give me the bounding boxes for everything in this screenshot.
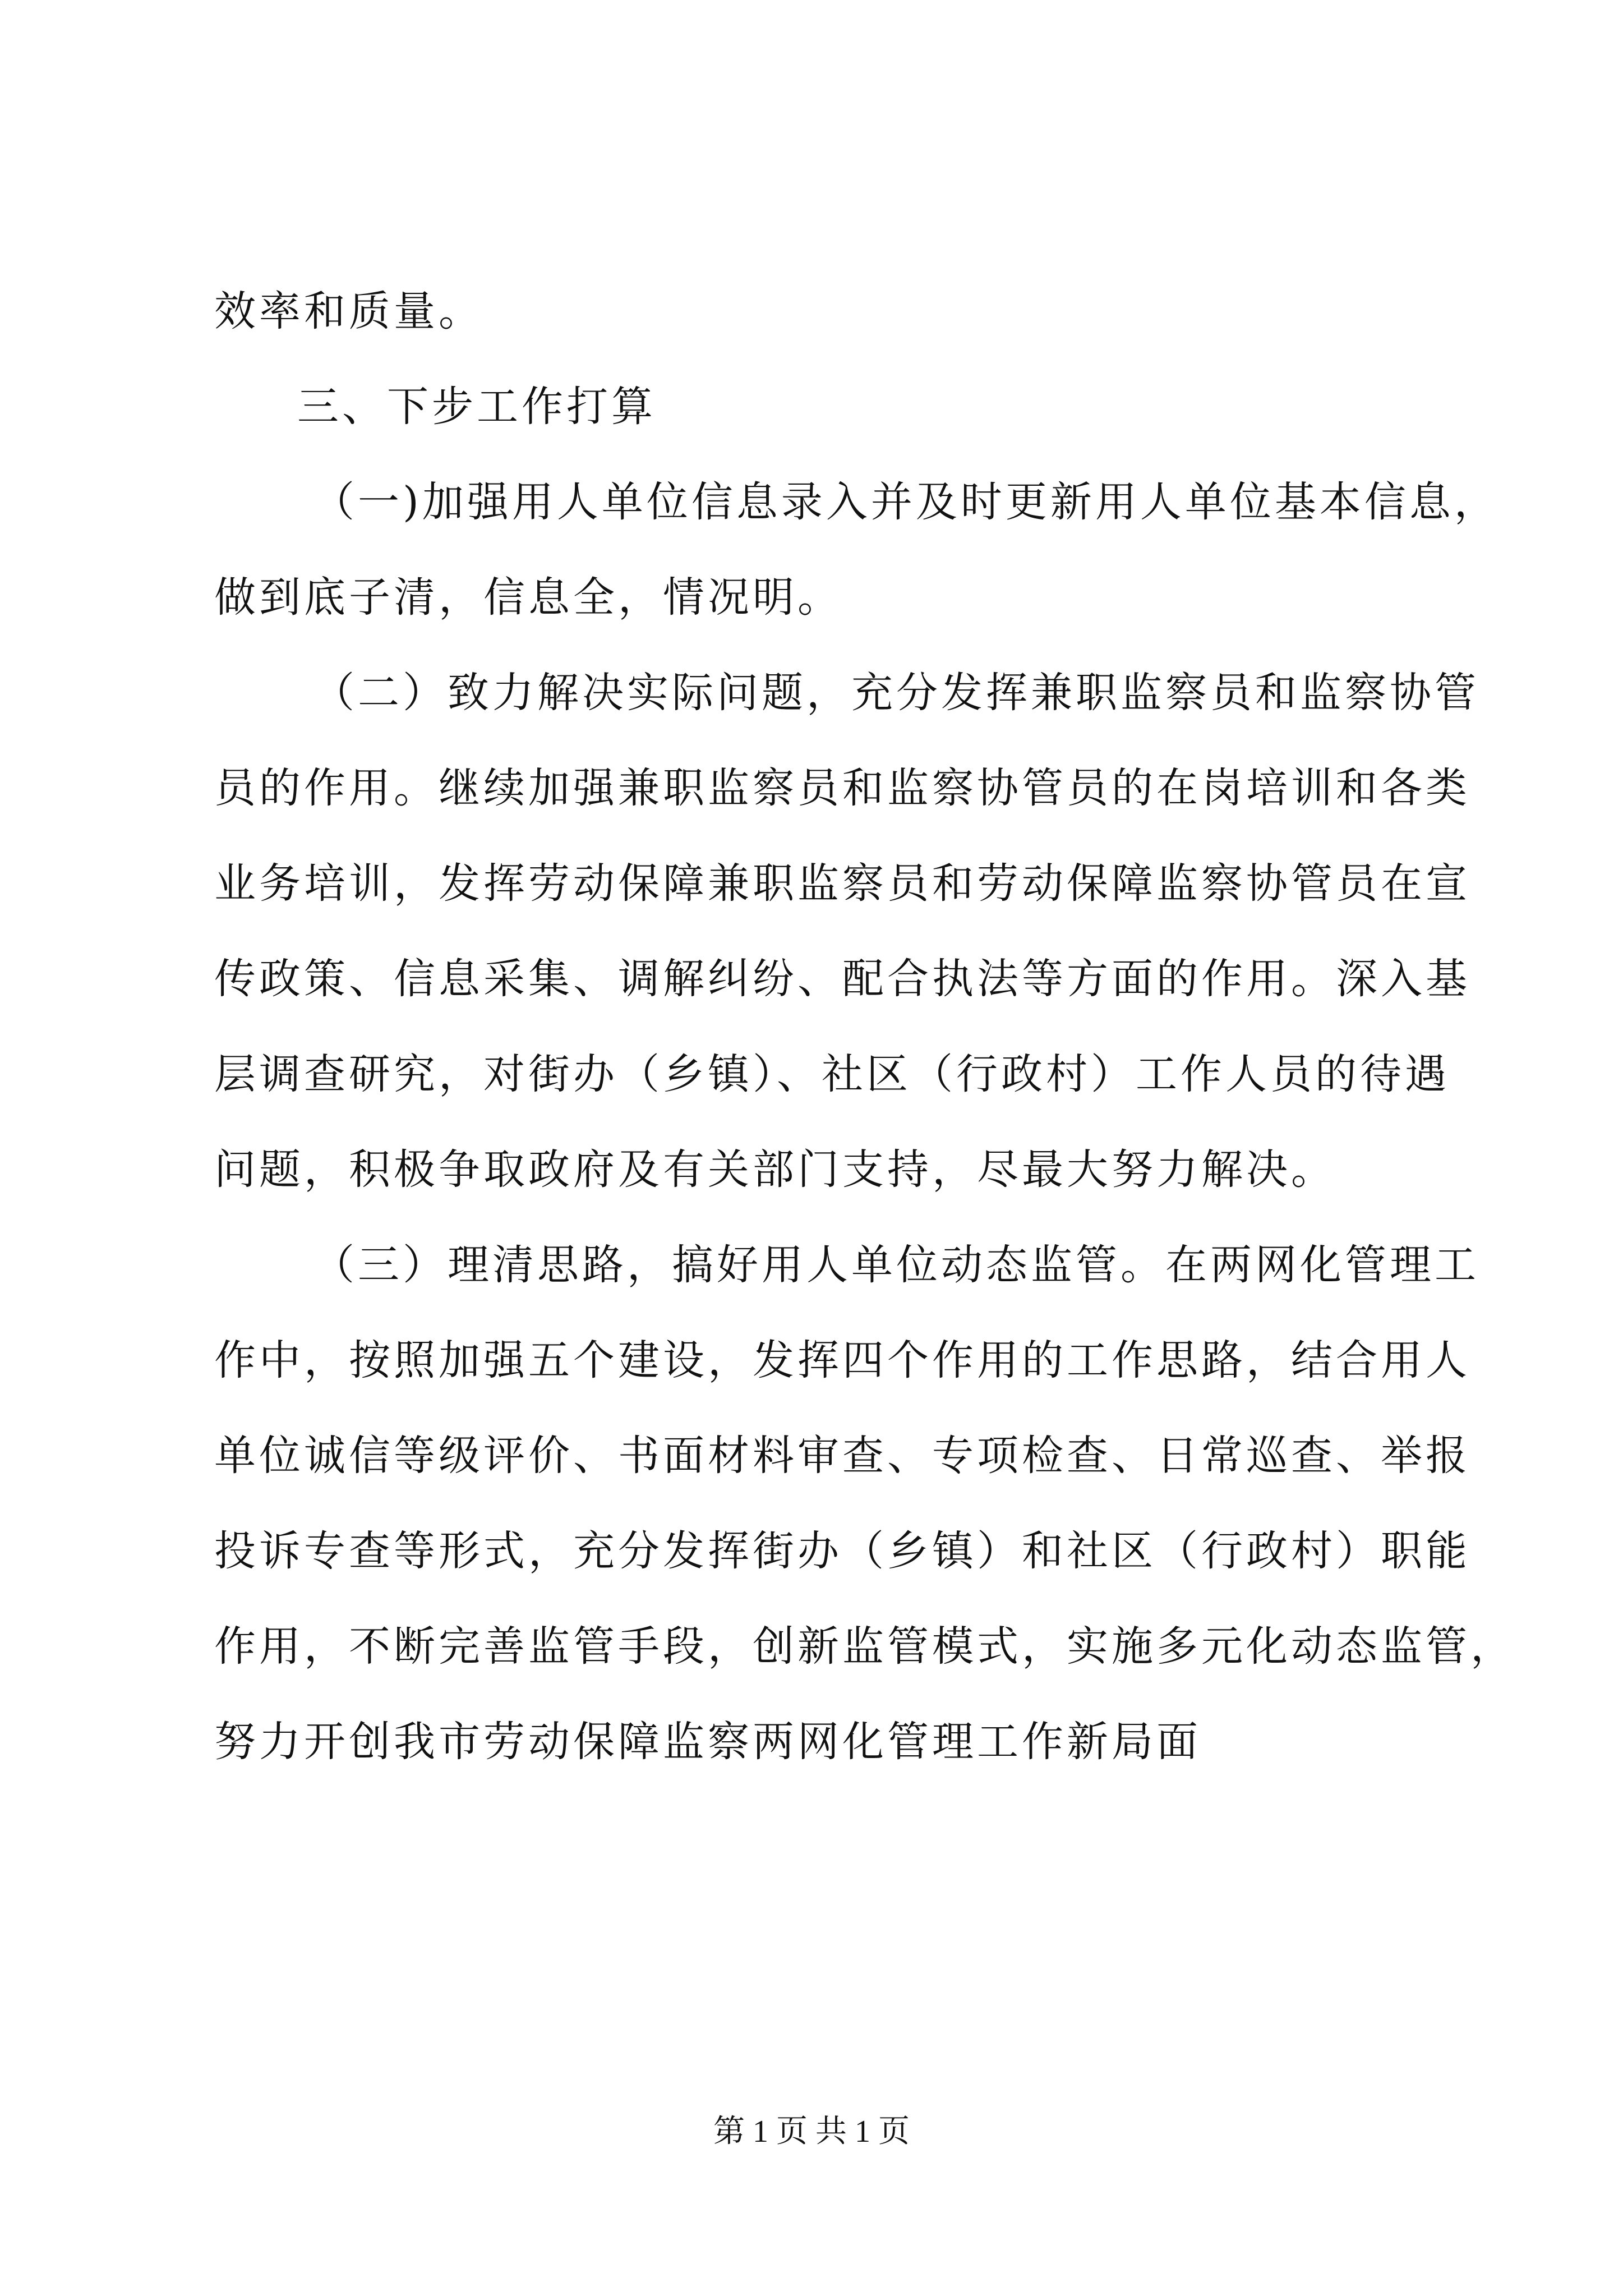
paragraph-line: 单位诚信等级评价、书面材料审查、专项检查、日常巡查、举报: [214, 1432, 1470, 1480]
paragraph-line: （二）致力解决实际问题，充分发挥兼职监察员和监察协管: [313, 669, 1479, 717]
paragraph-line: （三）理清思路，搞好用人单位动态监管。在两网化管理工: [313, 1241, 1479, 1289]
document-body: [214, 264, 1515, 1789]
paragraph-line: 努力开创我市劳动保障监察两网化管理工作新局面: [214, 1718, 1201, 1766]
paragraph-line: 层调查研究，对街办（乡镇）、社区（行政村）工作人员的待遇: [214, 1050, 1450, 1098]
paragraph-line: （一)加强用人单位信息录入并及时更新用人单位基本信息，: [313, 478, 1499, 526]
section-heading: 三、下步工作打算: [297, 383, 656, 431]
paragraph-line: 做到底子清，信息全，情况明。: [214, 573, 842, 622]
paragraph-line: 员的作用。继续加强兼职监察员和监察协管员的在岗培训和各类: [214, 764, 1470, 812]
paragraph-line: 作用，不断完善监管手段，创新监管模式，实施多元化动态监管，: [214, 1622, 1515, 1671]
paragraph-line: 效率和质量。: [214, 287, 483, 335]
paragraph-line: 作中，按照加强五个建设，发挥四个作用的工作思路，结合用人: [214, 1336, 1470, 1384]
paragraph-line: 投诉专查等形式，充分发挥街办（乡镇）和社区（行政村）职能: [214, 1527, 1470, 1575]
paragraph-line: 传政策、信息采集、调解纠纷、配合执法等方面的作用。深入基: [214, 955, 1470, 1003]
paragraph-line: 问题，积极争取政府及有关部门支持，尽最大努力解决。: [214, 1145, 1336, 1194]
paragraph-line: 业务培训，发挥劳动保障兼职监察员和劳动保障监察协管员在宣: [214, 859, 1470, 908]
page-number-footer: 第 1 页 共 1 页: [713, 2114, 910, 2149]
